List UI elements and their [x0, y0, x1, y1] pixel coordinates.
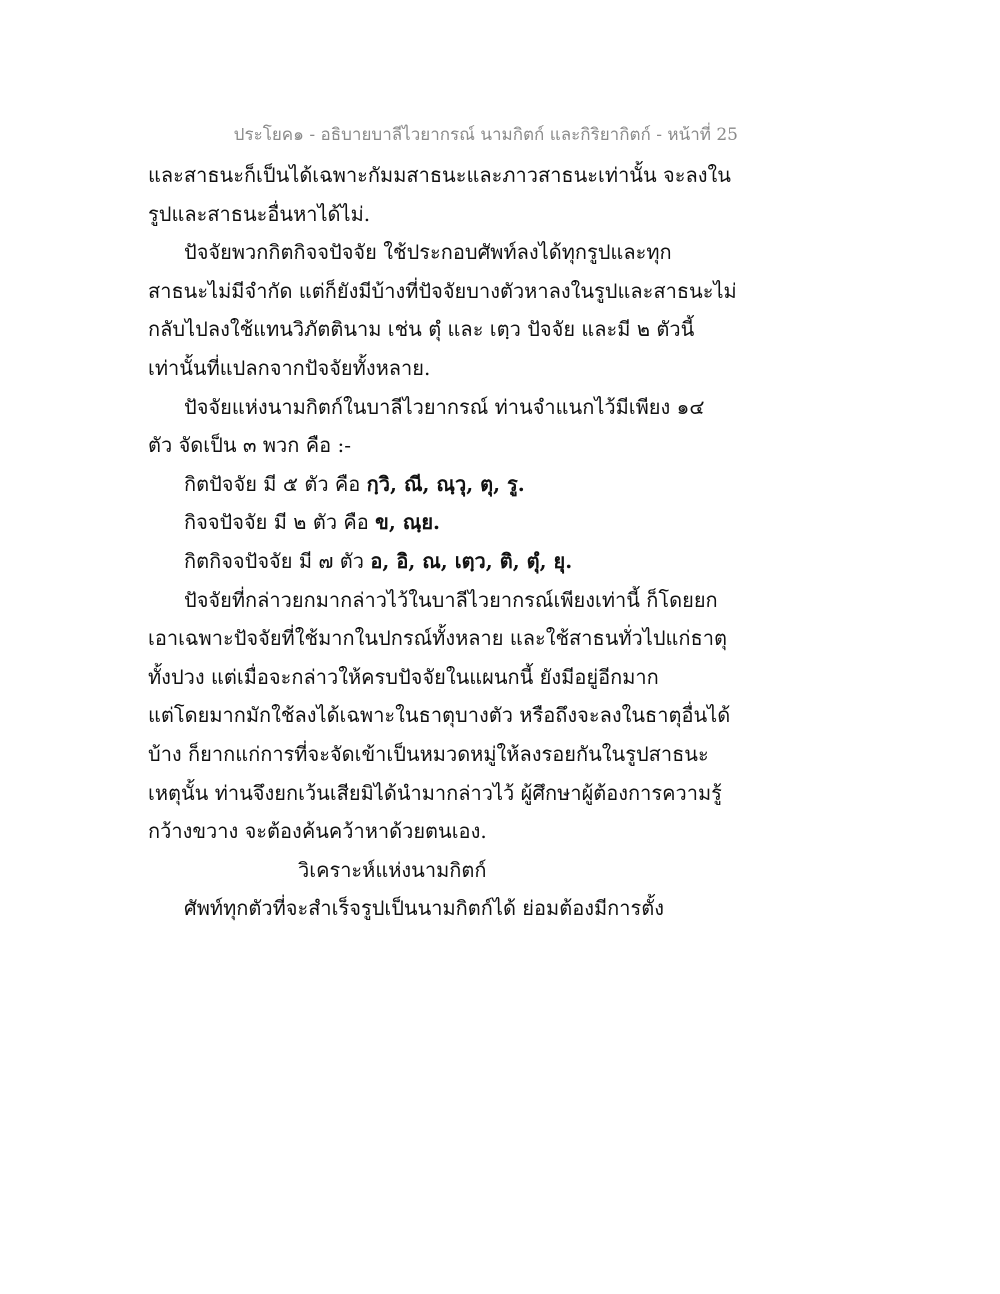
paragraph-line: บ้าง ก็ยากแก่การที่จะจัดเข้าเป็นหมวดหมู่ให้ลงรอยกันในรูปสาธนะ — [148, 741, 709, 766]
paragraph-line: กว้างขวาง จะต้องค้นคว้าหาด้วยตนเอง. — [148, 819, 487, 844]
suffix-group-kitkicca — [148, 542, 748, 581]
paragraph-line: ปัจจัยแห่งนามกิตก์ในบาลีไวยากรณ์ ท่านจำแนกไว้มีเพียง ๑๔ — [184, 394, 705, 419]
paragraph-line: กลับไปลงใช้แทนวิภัตตินาม เช่น ตุํ และ เตฺว ปัจจัย และมี ๒ ตัวนี้ — [148, 317, 695, 342]
suffix-group-label: กิตกิจจปัจจัย มี ๗ ตัว — [184, 548, 365, 573]
suffix-group-label: กิจจปัจจัย มี ๒ ตัว คือ — [184, 510, 369, 535]
suffix-group-label: กิตปัจจัย มี ๕ ตัว คือ — [184, 471, 361, 496]
suffix-group-items: อ, อิ, ณ, เตฺว, ติ, ตุํ, ยุ. — [370, 548, 573, 573]
paragraph-line: และสาธนะก็เป็นได้เฉพาะกัมมสาธนะและภาวสาธนะเท่านั้น จะลงใน — [148, 163, 731, 187]
paragraph-line: เอาเฉพาะปัจจัยที่ใช้มากในปกรณ์ทั้งหลาย และใช้สาธนทั่วไปแก่ธาตุ — [148, 626, 727, 651]
paragraph-line: เท่านั้นที่แปลกจากปัจจัยทั้งหลาย. — [148, 355, 431, 380]
suffix-group-kicca — [148, 503, 748, 542]
paragraph-line: ศัพท์ทุกตัวที่จะสำเร็จรูปเป็นนามกิตก์ได้ ย่อมต้องมีการตั้ง — [184, 896, 664, 921]
suffix-group-items: ข, ณฺย. — [375, 510, 441, 535]
paragraph-line: ทั้งปวง แต่เมื่อจะกล่าวให้ครบปัจจัยในแผนกนี้ ยังมีอยู่อีกมาก — [148, 664, 659, 689]
paragraph-line: สาธนะไม่มีจำกัด แต่ก็ยังมีบ้างที่ปัจจัยบางตัวหาลงในรูปและสาธนะไม่ — [148, 278, 737, 303]
section-heading: วิเคราะห์แห่งนามกิตก์ — [298, 857, 487, 882]
paragraph-line: แต่โดยมากมักใช้ลงได้เฉพาะในธาตุบางตัว หรือถึงจะลงในธาตุอื่นได้ — [148, 703, 731, 728]
paragraph-line: เหตุนั้น ท่านจึงยกเว้นเสียมิได้นำมากล่าวไว้ ผู้ศึกษาผู้ต้องการความรู้ — [148, 780, 722, 805]
paragraph-line: รูปและสาธนะอื่นหาได้ไม่. — [148, 201, 371, 226]
suffix-group-items: กฺวิ, ณี, ณฺวุ, ตุ, รู. — [366, 471, 525, 496]
suffix-group-kit — [148, 465, 748, 504]
paragraph-line: ตัว จัดเป็น ๓ พวก คือ :- — [148, 433, 351, 458]
paragraph-line: ปัจจัยพวกกิตกิจจปัจจัย ใช้ประกอบศัพท์ลงได้ทุกรูปและทุก — [184, 240, 672, 265]
running-header: ประโยค๑ - อธิบายบาลีไวยากรณ์ นามกิตก์ และกิริยากิตก์ - หน้าที่ 25 — [233, 125, 738, 145]
page-body — [148, 156, 748, 928]
paragraph-line: ปัจจัยที่กล่าวยกมากล่าวไว้ในบาลีไวยากรณ์เพียงเท่านี้ ก็โดยยก — [184, 587, 718, 612]
